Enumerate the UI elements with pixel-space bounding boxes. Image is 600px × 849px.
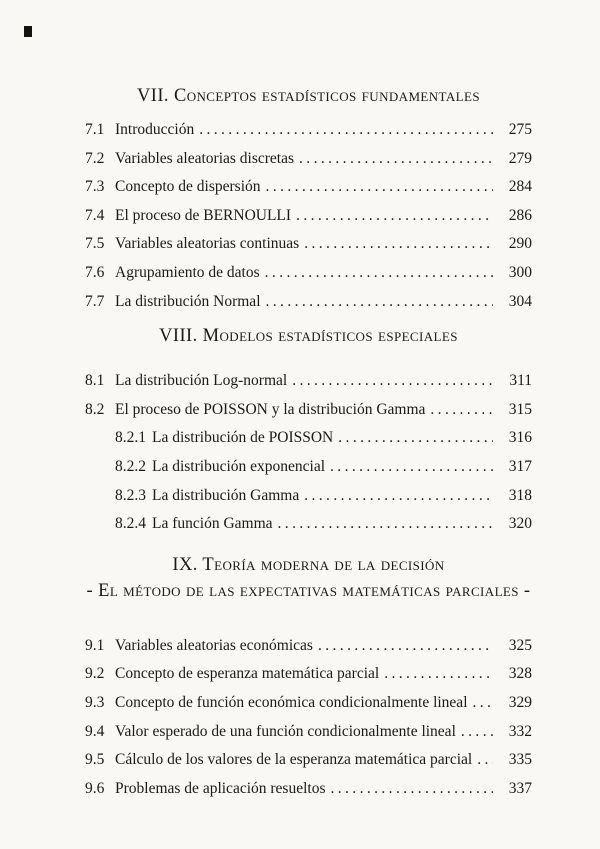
dot-leader [299,145,493,174]
toc-entry [85,632,532,661]
entry-number: 7.2 [85,149,105,167]
toc-section-ix [85,552,532,804]
entry-title: Variables aleatorias económicas [115,636,313,654]
entry-page: 311 [509,372,532,390]
dot-leader [461,718,493,747]
entry-page: 279 [508,149,532,167]
toc-entry [85,288,532,317]
entry-page: 300 [508,263,532,281]
toc-subentry [85,424,532,453]
toc-entry [85,259,532,288]
entry-page: 325 [508,636,532,654]
toc-section-viii [85,322,532,539]
entry-page: 332 [508,722,532,740]
entry-number: 9.4 [85,722,105,740]
dot-leader [330,775,493,804]
toc-entry [85,775,532,804]
entry-page: 329 [508,693,532,711]
toc-entry [85,689,532,718]
entry-page: 315 [508,400,532,418]
toc-entry [85,202,532,231]
section-heading [85,552,532,604]
entry-page: 316 [508,429,532,447]
toc-subentry [85,510,532,539]
dot-leader [330,453,493,482]
entry-title: Problemas de aplicación resueltos [115,779,326,797]
entry-title: El proceso de BERNOULLI [115,206,292,224]
entry-number: 7.1 [85,121,105,138]
entry-title: Concepto de esperanza matemática parcial [115,665,380,683]
entry-title: Valor esperado de una función condicionalmente lineal [115,722,456,740]
toc-subentry [85,453,532,482]
dot-leader [430,396,493,425]
toc-entry [85,173,532,202]
dot-leader [278,510,493,539]
entry-title: Concepto de dispersión [115,178,261,196]
entry-number: 9.2 [85,665,105,683]
entry-title: Variables aleatorias discretas [115,149,295,167]
section-heading [85,322,532,350]
entry-title: El proceso de POISSON y la distribución Gamma [115,400,426,418]
entry-page: 284 [508,178,532,196]
entry-page: 304 [508,292,532,310]
dot-leader [265,259,493,288]
entry-number: 8.2.1 [115,429,146,447]
entry-number: 7.6 [85,263,105,281]
entry-number: 9.5 [85,751,105,769]
scan-artifact-mark [24,26,32,37]
entry-title: Cálculo de los valores de la esperanza matemática parcial [115,751,473,769]
entry-number: 8.2 [85,400,105,418]
entry-number: 7.7 [85,292,105,310]
entry-title: La distribución exponencial [152,457,326,475]
entry-title: La distribución Normal [115,292,261,310]
dot-leader [304,230,493,259]
section-heading [85,82,532,110]
entry-page: 275 [508,121,532,138]
toc-entry [85,396,532,425]
entry-number: 8.2.4 [115,515,146,533]
entry-number: 7.5 [85,235,105,253]
entry-title: Introducción [115,121,195,138]
entry-number: 9.6 [85,779,105,797]
dot-leader [473,689,494,718]
dot-leader [477,746,493,775]
toc-entry [85,746,532,775]
entry-title: La distribución de POISSON [152,429,334,447]
dot-leader [266,288,494,317]
entry-number: 9.1 [85,636,105,654]
toc-entry [85,230,532,259]
entry-page: 317 [508,457,532,475]
toc-entry [85,718,532,747]
entry-number: 8.2.3 [115,486,146,504]
entry-number: 7.3 [85,178,105,196]
entry-title: La distribución Log-normal [115,372,288,390]
entry-number: 9.3 [85,693,105,711]
section-entries [85,632,532,804]
toc-section-vii [85,82,532,316]
entry-page: 328 [508,665,532,683]
dot-leader [318,632,493,661]
toc-entry [85,145,532,174]
entry-page: 318 [508,486,532,504]
section-heading-line: IX. Teoría moderna de la decisión [172,554,445,575]
section-heading-line: VIII. Modelos estadísticos especiales [159,326,458,347]
entry-page: 335 [508,751,532,769]
entry-number: 8.1 [85,372,105,390]
toc-subentry [85,482,532,511]
entry-title: La distribución Gamma [152,486,300,504]
entry-page: 337 [508,779,532,797]
section-heading-line: VII. Conceptos estadísticos fundamentales [137,86,480,106]
entry-title: La función Gamma [152,515,273,533]
dot-leader [338,424,493,453]
entry-number: 8.2.2 [115,457,146,475]
dot-leader [199,116,493,145]
entry-number: 7.4 [85,206,105,224]
dot-leader [266,173,493,202]
toc-entry [85,116,532,145]
table-of-contents [85,82,532,803]
entry-title: Variables aleatorias continuas [115,235,300,253]
toc-entry [85,367,532,396]
section-entries [85,116,532,316]
entry-title: Concepto de función económica condicionalmente lineal [115,693,468,711]
toc-entry [85,660,532,689]
dot-leader [384,660,493,689]
dot-leader [292,367,493,396]
dot-leader [304,482,493,511]
entry-page: 290 [508,235,532,253]
section-heading-subline: - El método de las expectativas matemáticas parciales - [86,580,531,601]
dot-leader [296,202,493,231]
entry-page: 320 [508,515,532,533]
section-entries [85,367,532,539]
entry-page: 286 [508,206,532,224]
entry-title: Agrupamiento de datos [115,263,260,281]
